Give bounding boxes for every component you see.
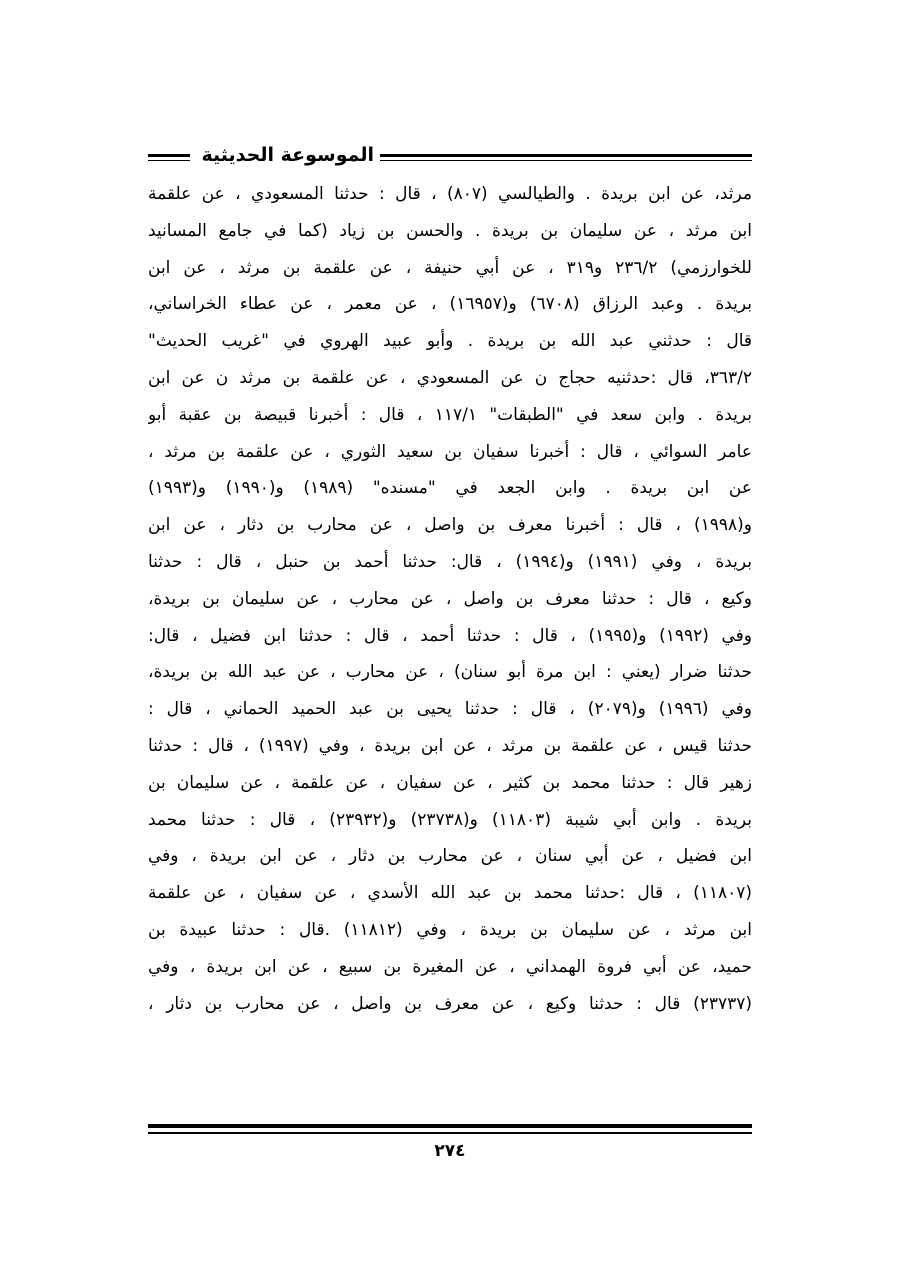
text-line: (١١٨٠٧) ، قال :حدثنا محمد بن عبد الله الأسدي ، عن سفيان ، عن علقمة [148, 883, 752, 904]
text-line: قال : حدثني عبد الله بن بريدة . وأبو عبيد الهروي في "غريب الحديث" [148, 331, 752, 352]
text-line: ابن مرثد ، عن سليمان بن بريدة ، وفي (١١٨١٢) .قال : حدثنا عبيدة بن [148, 919, 752, 940]
text-line: للخوارزمي) ٢٣٦/٢ و٣١٩ ، عن أبي حنيفة ، عن علقمة بن مرثد ، عن ابن [148, 257, 752, 278]
text-line: حدثنا قيس ، عن علقمة بن مرثد ، عن ابن بريدة ، وفي (١٩٩٧) ، قال : حدثنا [148, 735, 752, 756]
running-title: الموسوعة الحديثية [201, 144, 374, 166]
text-line: عن ابن بريدة . وابن الجعد في "مسنده" (١٩٨٩) و(١٩٩٠) و(١٩٩٣) [148, 478, 752, 499]
text-line: زهير قال : حدثنا محمد بن كثير ، عن سفيان ، عن علقمة ، عن سليمان بن [148, 772, 752, 793]
text-line: ابن مرثد ، عن سليمان بن بريدة . والحسن بن زياد (كما في جامع المسانيد [148, 220, 752, 241]
text-line: حدثنا ضرار (يعني : ابن مرة أبو سنان) ، عن محارب ، عن عبد الله بن بريدة، [148, 662, 752, 683]
text-line: ابن فضيل ، عن أبي سنان ، عن محارب بن دثار ، عن ابن بريدة ، وفي [148, 846, 752, 867]
page-number: ٢٧٤ [434, 1141, 466, 1161]
text-line: بريدة ، وفي (١٩٩١) و(١٩٩٤) ، قال: حدثنا أحمد بن حنبل ، قال : حدثنا [148, 551, 752, 572]
text-line: (٢٣٧٣٧) قال : حدثنا وكيع ، عن معرف بن واصل ، عن محارب بن دثار ، [148, 993, 752, 1014]
text-line: بريدة . وابن سعد في "الطبقات" ١١٧/١ ، قال : أخبرنا قبيصة بن عقبة أبو [148, 404, 752, 425]
text-line: و(١٩٩٨) ، قال : أخبرنا معرف بن واصل ، عن محارب بن دثار ، عن ابن [148, 515, 752, 536]
header-rule-right [380, 154, 752, 161]
footer-rule-thin [148, 1133, 752, 1134]
text-line: حميد، عن أبي فروة الهمداني ، عن المغيرة بن سبيع ، عن ابن بريدة ، وفي [148, 956, 752, 977]
page-header [148, 140, 752, 180]
text-line: بريدة . وابن أبي شيبة (١١٨٠٣) و(٢٣٧٣٨) و(٢٣٩٣٢) ، قال : حدثنا محمد [148, 809, 752, 830]
text-line: عامر السوائي ، قال : أخبرنا سفيان بن سعيد الثوري ، عن علقمة بن مرثد ، [148, 441, 752, 462]
text-line: وكيع ، قال : حدثنا معرف بن واصل ، عن محارب ، عن سليمان بن بريدة، [148, 588, 752, 609]
text-line: مرثد، عن ابن بريدة . والطيالسي (٨٠٧) ، قال : حدثنا المسعودي ، عن علقمة [148, 184, 752, 204]
text-line: ٣٦٣/٢، قال :حدثنيه حجاج ن عن المسعودي ، عن علقمة بن مرثد ن عن ابن [148, 367, 752, 388]
footer-rule-thick [148, 1124, 752, 1133]
text-line: وفي (١٩٩٦) و(٢٠٧٩) ، قال : حدثنا يحيى بن عبد الحميد الحماني ، قال : [148, 699, 752, 720]
text-line: بريدة . وعبد الرزاق (٦٧٠٨) و(١٦٩٥٧) ، عن معمر ، عن عطاء الخراساني، [148, 294, 752, 315]
header-rule-left [148, 154, 190, 161]
body-text [148, 176, 752, 1022]
text-line: وفي (١٩٩٢) و(١٩٩٥) ، قال : حدثنا أحمد ، قال : حدثنا ابن فضيل ، قال: [148, 625, 752, 646]
